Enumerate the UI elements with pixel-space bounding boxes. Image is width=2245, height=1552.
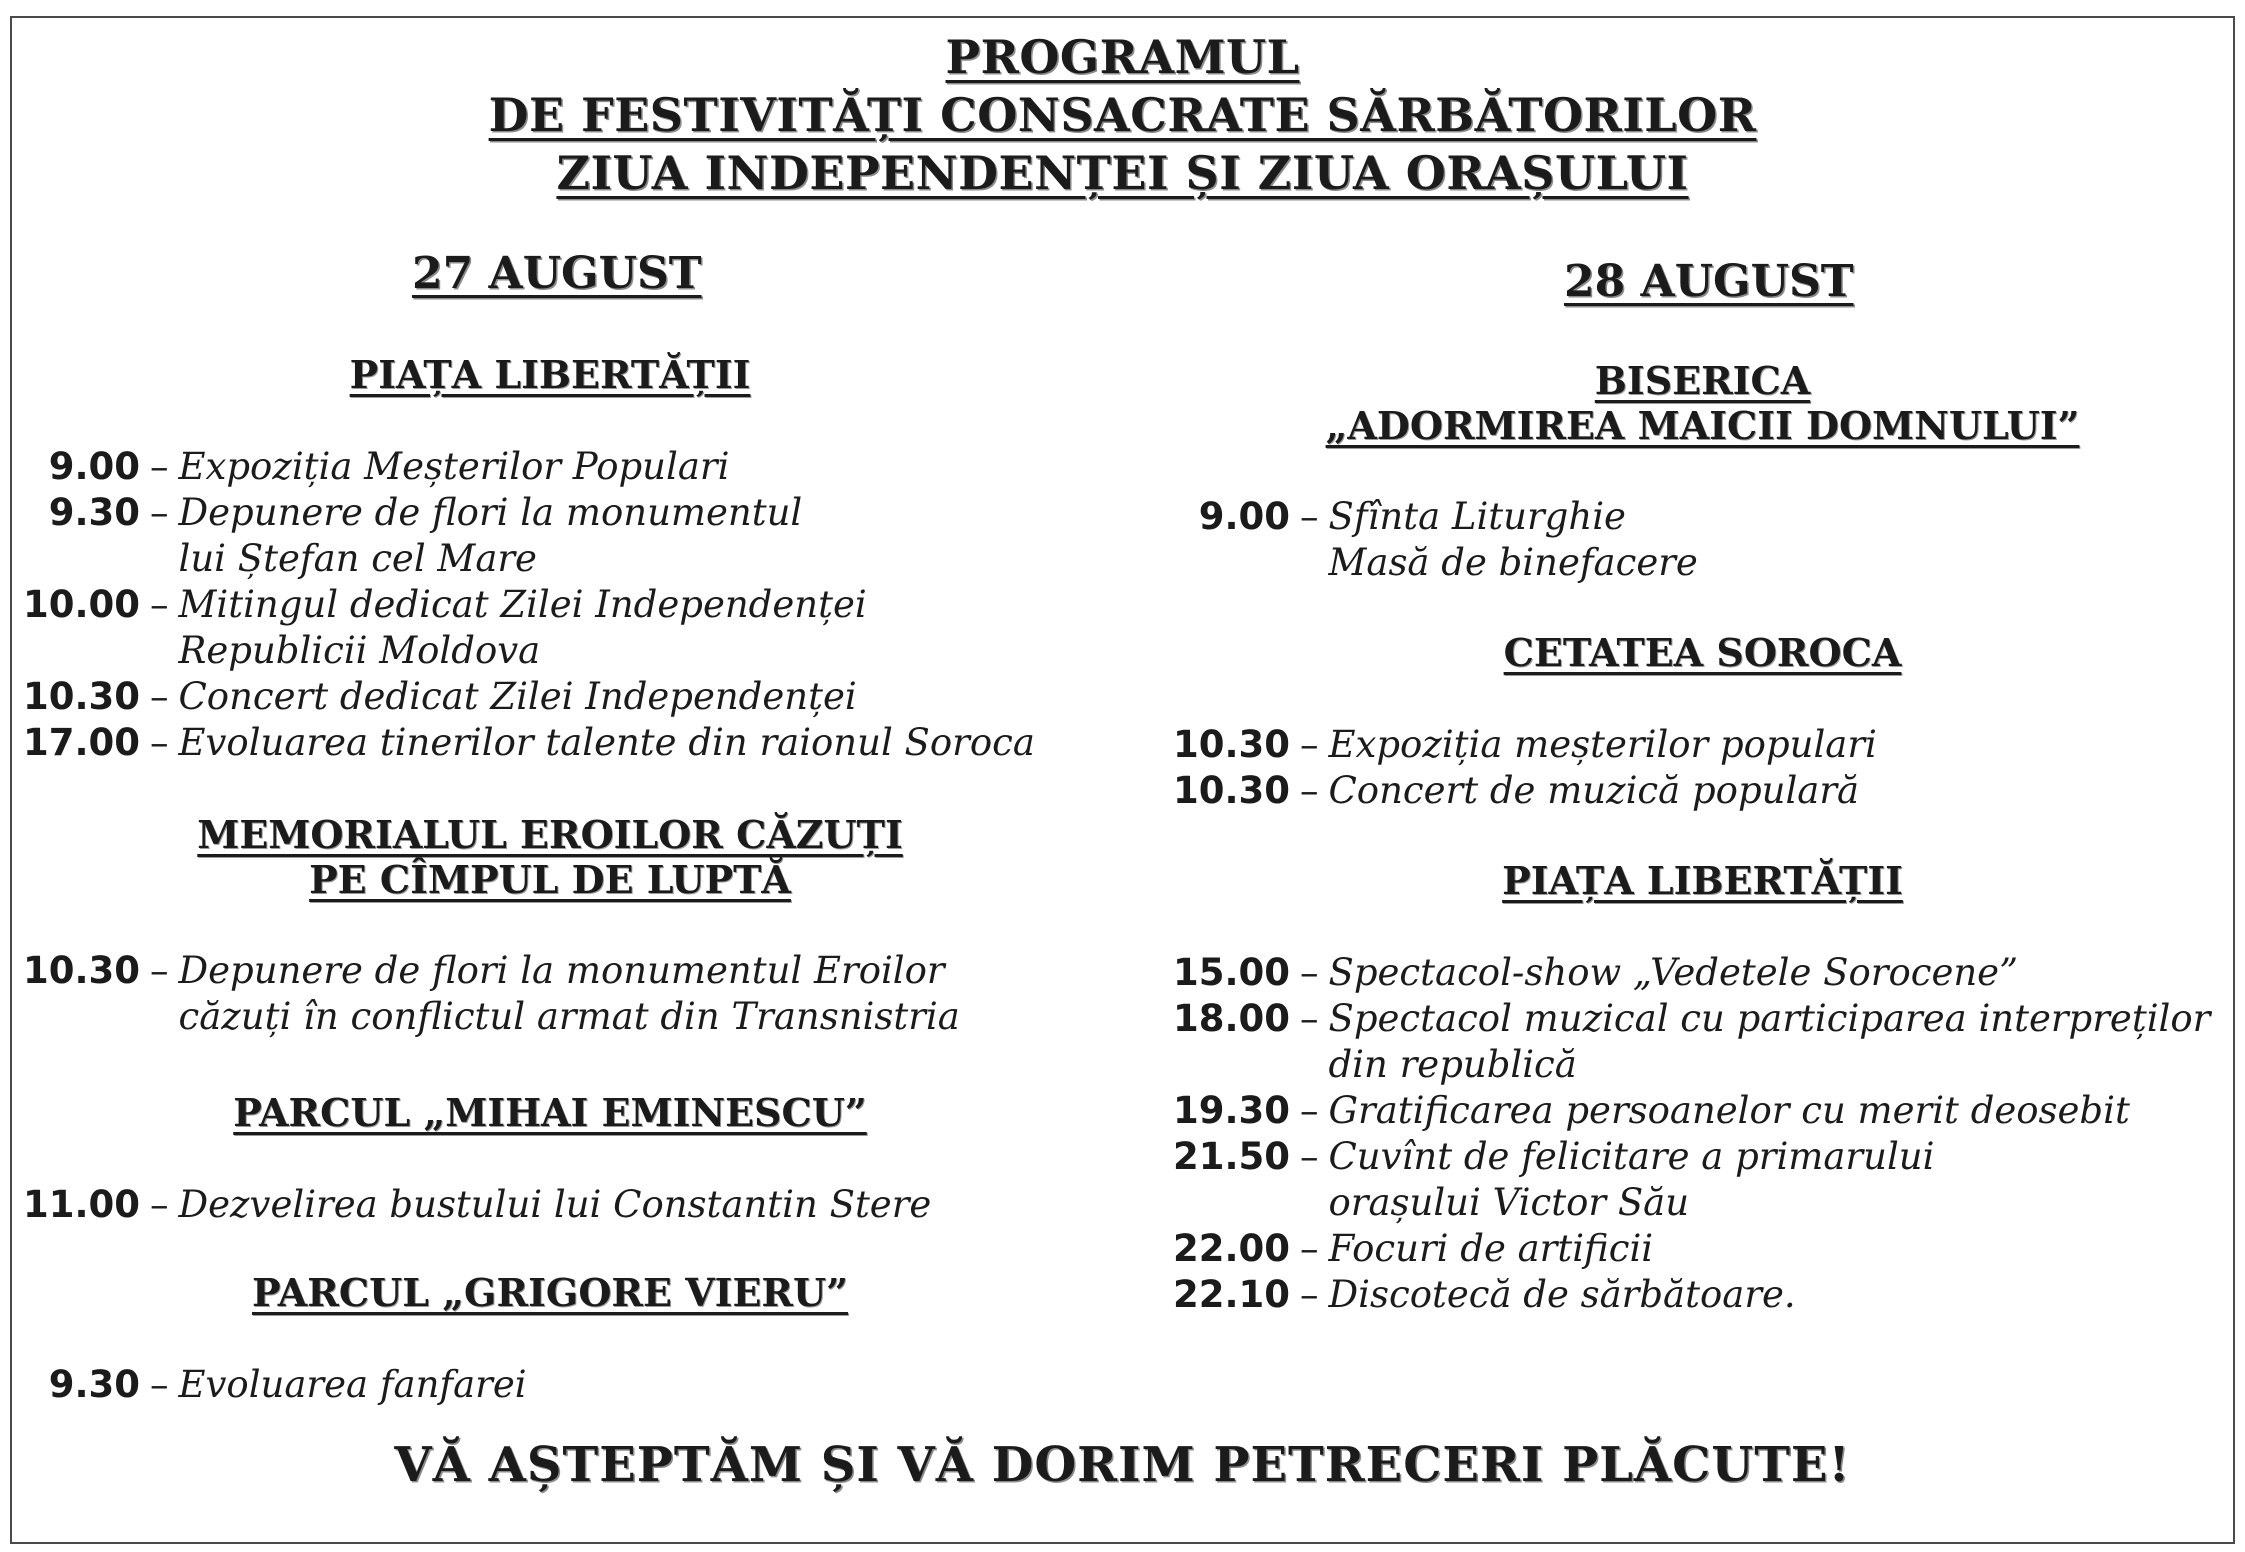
title-line-1: PROGRAMUL <box>945 30 1300 84</box>
venue-name: PE CÎMPUL DE LUPTĂ <box>309 857 791 902</box>
venue-name: MEMORIALUL EROILOR CĂZUȚI <box>197 812 903 857</box>
event-item <box>1160 494 1698 586</box>
event-line: Dezvelirea bustului lui Constantin Stere <box>178 1183 932 1226</box>
event-item <box>0 720 1035 766</box>
event-dash: – <box>1300 997 1319 1040</box>
venue-parcul-grigore-vieru <box>0 1270 1100 1315</box>
event-dash: – <box>150 1183 169 1226</box>
event-description <box>179 674 857 720</box>
event-time: 10.30 <box>1172 723 1290 766</box>
event-dash: – <box>150 445 169 488</box>
day-28-column <box>1160 0 2245 1552</box>
event-dash: – <box>150 583 169 626</box>
title-line-3: ZIUA INDEPENDENȚEI ȘI ZIUA ORAȘULUI <box>556 146 1689 200</box>
event-dash: – <box>150 949 169 992</box>
event-time: 15.00 <box>1172 951 1290 994</box>
event-description <box>179 1362 527 1408</box>
event-dash: – <box>1300 1227 1319 1270</box>
event-dash: – <box>150 675 169 718</box>
event-line: din republică <box>1328 1043 1577 1086</box>
venue-memorialul-eroilor <box>0 812 1100 902</box>
venue-name: BISERICA <box>1594 358 1811 403</box>
venue-cetatea-soroca <box>1160 630 2245 675</box>
events-parcul-mihai-eminescu <box>0 1182 931 1228</box>
event-item <box>0 1362 527 1408</box>
event-time: 10.30 <box>22 675 140 718</box>
event-item <box>0 948 960 1040</box>
event-line: Mitingul dedicat Zilei Independenței <box>178 583 867 626</box>
event-time: 9.30 <box>48 491 140 534</box>
venue-name: CETATEA SOROCA <box>1503 630 1902 675</box>
event-description <box>1329 722 1877 768</box>
event-line: Evoluarea fanfarei <box>178 1363 527 1406</box>
event-time: 9.30 <box>48 1363 140 1406</box>
event-dash: – <box>1300 1089 1319 1132</box>
venue-name: PARCUL „MIHAI EMINESCU” <box>233 1090 867 1135</box>
event-time: 18.00 <box>1172 997 1290 1040</box>
event-item <box>1160 1134 2210 1226</box>
event-time: 21.50 <box>1172 1135 1290 1178</box>
venue-name: PARCUL „GRIGORE VIERU” <box>252 1270 848 1315</box>
event-line: Sfînta Liturghie <box>1328 495 1626 538</box>
venue-parcul-mihai-eminescu <box>0 1090 1100 1135</box>
event-item <box>1160 950 2210 996</box>
event-line: Spectacol-show „Vedetele Sorocene” <box>1328 951 2018 994</box>
event-line: Depunere de flori la monumentul <box>178 491 803 534</box>
event-dash: – <box>1300 951 1319 994</box>
event-line: Discotecă de sărbătoare. <box>1328 1273 1796 1316</box>
venue-name: „ADORMIREA MAICII DOMNULUI” <box>1325 403 2080 448</box>
event-line: Concert de muzică populară <box>1328 769 1860 812</box>
venue-name: PIAȚA LIBERTĂȚII <box>349 352 751 397</box>
event-line: Expoziția Meșterilor Populari <box>178 445 730 488</box>
event-description <box>179 948 960 1040</box>
event-description <box>179 1182 932 1228</box>
event-line: Depunere de flori la monumentul Eroilor <box>178 949 945 992</box>
event-description <box>1329 1134 1935 1226</box>
event-description <box>1329 996 2211 1088</box>
event-item <box>0 674 1035 720</box>
event-time: 11.00 <box>22 1183 140 1226</box>
events-piata-libertatii-27 <box>0 444 1035 766</box>
event-line: Masă de binefacere <box>1328 541 1698 584</box>
event-time: 9.00 <box>1198 495 1290 538</box>
day-27-column <box>0 0 1100 1552</box>
event-description <box>1329 768 1860 814</box>
events-memorialul-eroilor <box>0 948 960 1040</box>
event-description <box>1329 1272 1796 1318</box>
event-item <box>1160 1272 2210 1318</box>
event-dash: – <box>1300 1135 1319 1178</box>
events-parcul-grigore-vieru <box>0 1362 527 1408</box>
event-dash: – <box>1300 495 1319 538</box>
event-dash: – <box>150 491 169 534</box>
event-line: Evoluarea tinerilor talente din raionul Soroca <box>178 721 1035 764</box>
event-item <box>1160 1088 2210 1134</box>
event-line: Spectacol muzical cu participarea interpreților <box>1328 997 2211 1040</box>
event-dash: – <box>1300 769 1319 812</box>
event-item <box>1160 1226 2210 1272</box>
event-item <box>1160 722 1877 768</box>
event-description <box>1329 1226 1654 1272</box>
event-line: Expoziția meșterilor populari <box>1328 723 1877 766</box>
event-item <box>0 582 1035 674</box>
event-line: Focuri de artificii <box>1328 1227 1654 1270</box>
day-27-heading: 27 AUGUST <box>412 248 702 299</box>
event-line: orașului Victor Său <box>1328 1181 1690 1224</box>
venue-name: PIAȚA LIBERTĂȚII <box>1502 858 1903 903</box>
events-biserica <box>1160 494 1698 586</box>
event-time: 10.30 <box>22 949 140 992</box>
event-time: 9.00 <box>48 445 140 488</box>
event-time: 22.10 <box>1172 1273 1290 1316</box>
event-time: 19.30 <box>1172 1089 1290 1132</box>
event-line: Concert dedicat Zilei Independenței <box>178 675 857 718</box>
event-line: Cuvînt de felicitare a primarului <box>1328 1135 1935 1178</box>
events-cetatea-soroca <box>1160 722 1877 814</box>
venue-biserica <box>1160 358 2245 448</box>
event-description <box>179 582 867 674</box>
event-item <box>1160 996 2210 1088</box>
title-line-2: DE FESTIVITĂȚI CONSACRATE SĂRBĂTORILOR <box>488 88 1757 142</box>
events-piata-libertatii-28 <box>1160 950 2210 1318</box>
event-time: 10.30 <box>1172 769 1290 812</box>
event-item <box>0 490 1035 582</box>
event-description <box>179 720 1035 766</box>
closing-message: VĂ AȘTEPTĂM ȘI VĂ DORIM PETRECERI PLĂCUTE! <box>394 1437 1851 1493</box>
event-description <box>1329 950 2019 996</box>
event-line: căzuți în conflictul armat din Transnistria <box>178 995 960 1038</box>
event-description <box>179 490 803 582</box>
event-line: lui Ștefan cel Mare <box>178 537 537 580</box>
event-time: 17.00 <box>22 721 140 764</box>
event-description <box>1329 494 1698 586</box>
event-item <box>1160 768 1877 814</box>
event-item <box>0 444 1035 490</box>
venue-piata-libertatii-27 <box>0 352 1100 397</box>
event-description <box>179 444 730 490</box>
event-dash: – <box>150 1363 169 1406</box>
event-time: 22.00 <box>1172 1227 1290 1270</box>
event-item <box>0 1182 931 1228</box>
event-line: Republicii Moldova <box>178 629 541 672</box>
event-dash: – <box>1300 723 1319 766</box>
venue-piata-libertatii-28 <box>1160 858 2245 903</box>
day-28-heading: 28 AUGUST <box>1564 256 1854 307</box>
event-line: Gratificarea persoanelor cu merit deosebit <box>1328 1089 2130 1132</box>
event-dash: – <box>150 721 169 764</box>
event-dash: – <box>1300 1273 1319 1316</box>
event-description <box>1329 1088 2130 1134</box>
event-time: 10.00 <box>22 583 140 626</box>
